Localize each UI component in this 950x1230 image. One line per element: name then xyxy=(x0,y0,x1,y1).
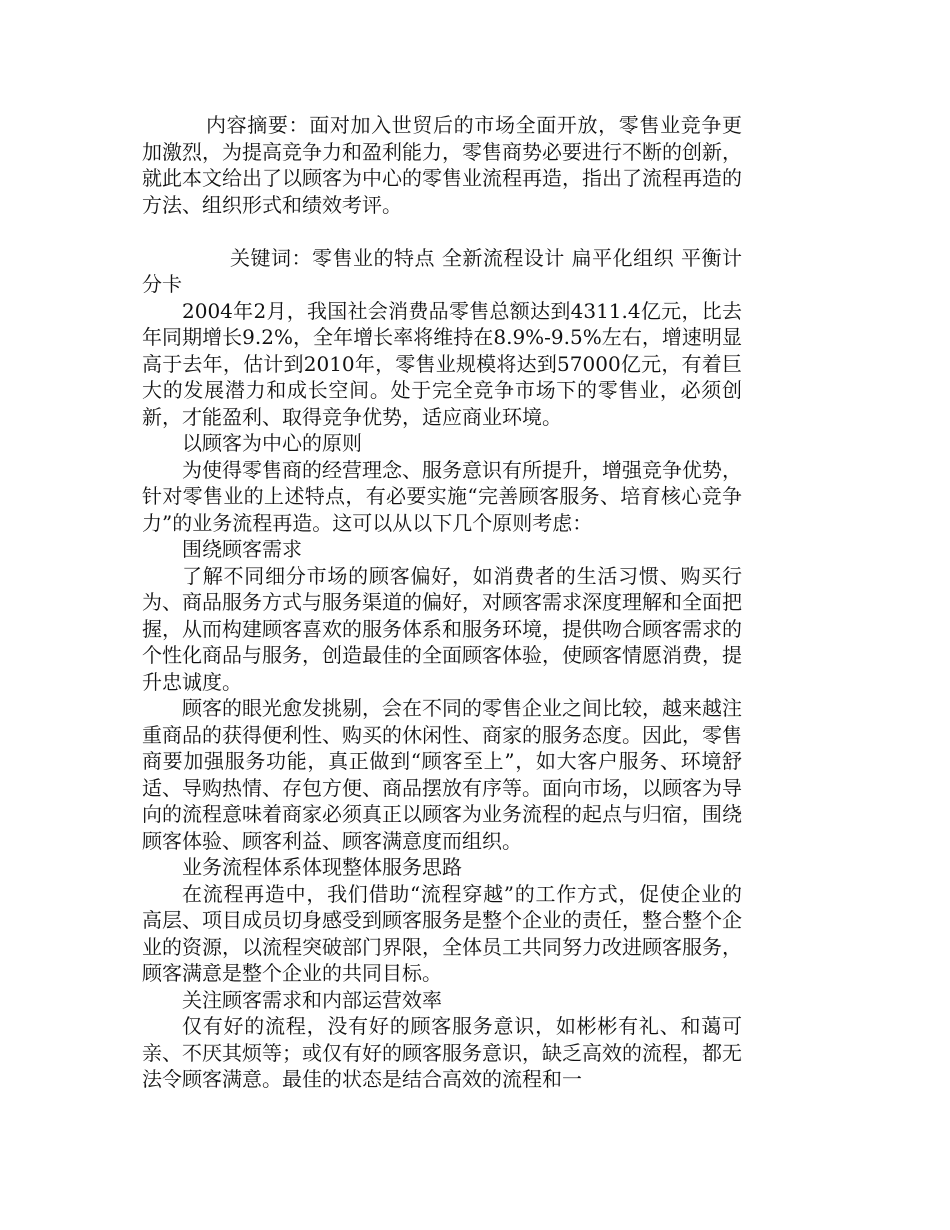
section-heading-customer-needs: 围绕顾客需求 xyxy=(182,537,302,561)
body-paragraph-principles: 为使得零售商的经营理念、服务意识有所提升，增强竞争优势，针对零售业的上述特点，有必要实施“完善顾客服务、培育核心竞争力”的业务流程再造。这可以从以下几个原则考虑： xyxy=(142,457,742,535)
body-paragraph-customer-preferences: 了解不同细分市场的顾客偏好，如消费者的生活习惯、购买行为、商品服务方式与服务渠道的偏好，对顾客需求深度理解和全面把握，从而构建顾客喜欢的服务体系和服务环境，提供吻合顾客需求的个性化商品与服务，创造最佳的全面顾客体验，使顾客情愿消费，提升忠诚度。 xyxy=(142,563,742,694)
body-paragraph-customer-expectations: 顾客的眼光愈发挑剔，会在不同的零售企业之间比较，越来越注重商品的获得便利性、购买的休闲性、商家的服务态度。因此，零售商要加强服务功能，真正做到“顾客至上”，如大客户服务、环境舒适、导购热情、存包方便、商品摆放有序等。面向市场，以顾客为导向的流程意味着商家必须真正以顾客为业务流程的起点与归宿，围绕顾客体验、顾客利益、顾客满意度而组织。 xyxy=(142,696,742,853)
section-heading-overall-service: 业务流程体系体现整体服务思路 xyxy=(182,855,462,879)
document-page xyxy=(142,112,742,1093)
abstract-paragraph: 内容摘要：面对加入世贸后的市场全面开放，零售业竞争更加激烈，为提高竞争力和盈利能力，零售商势必要进行不断的创新，就此本文给出了以顾客为中心的零售业流程再造，指出了流程再造的方法、组织形式和绩效考评。 xyxy=(142,113,742,217)
section-heading-efficiency: 关注顾客需求和内部运营效率 xyxy=(182,987,442,1012)
body-paragraph-process-crossing: 在流程再造中，我们借助“流程穿越”的工作方式，促使企业的高层、项目成员切身感受到顾客服务是整个企业的责任，整合整个企业的资源，以流程突破部门界限，全体员工共同努力改进顾客服务，顾客满意是整个企业的共同目标。 xyxy=(142,881,742,985)
section-heading-customer-centered: 以顾客为中心的原则 xyxy=(182,431,362,455)
keywords-paragraph: 关键词：零售业的特点 全新流程设计 扁平化组织 平衡计分卡 xyxy=(142,245,742,296)
body-paragraph-service-awareness: 仅有好的流程，没有好的顾客服务意识，如彬彬有礼、和蔼可亲、不厌其烦等；或仅有好的顾客服务意识，缺乏高效的流程，都无法令顾客满意。最佳的状态是结合高效的流程和一 xyxy=(142,1014,742,1091)
body-paragraph-market-data: 2004年2月，我国社会消费品零售总额达到4311.4亿元，比去年同期增长9.2%，全年增长率将维持在8.9%-9.5%左右，增速明显高于去年，估计到2010年，零售业规模将达到57000亿元，有着巨大的发展潜力和成长空间。处于完全竞争市场下的零售业，必须创新，才能盈利、取得竞争优势，适应商业环境。 xyxy=(142,298,742,429)
